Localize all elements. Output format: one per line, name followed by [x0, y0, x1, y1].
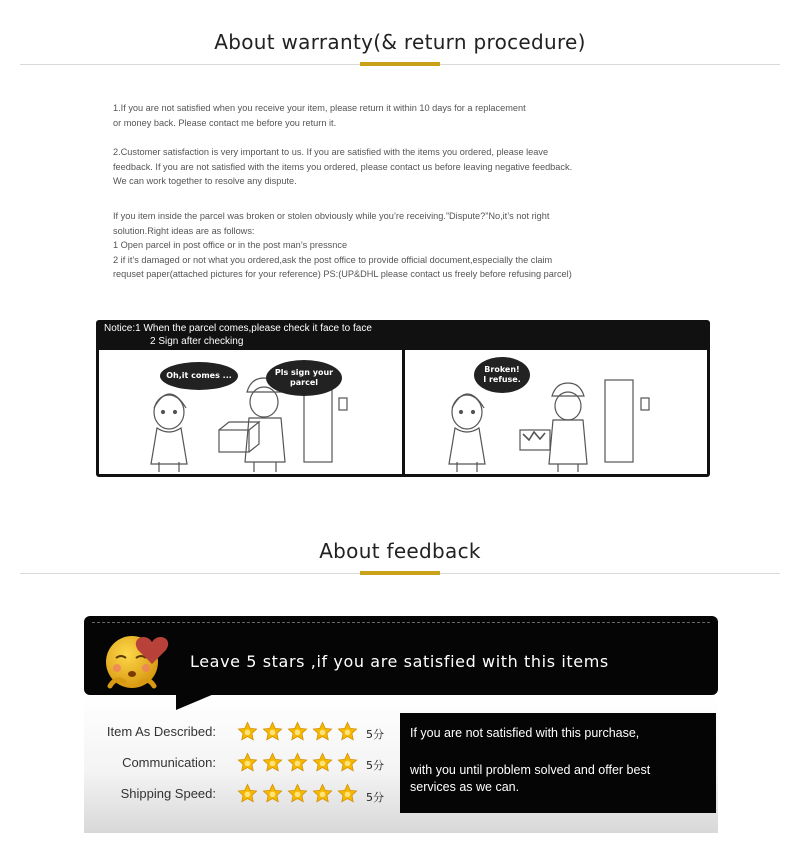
warranty-paragraph-2: 2.Customer satisfaction is very important to us. If you are satisfied with the items you ordered, please leave feedback. If you are not satisfied with the items you ordered, please contact us before leaving negative feedback. We can work together to resolve any dispute.	[113, 147, 573, 187]
girl-and-postman-illustration	[99, 350, 402, 474]
feedback-banner-text: Leave 5 stars ,if you are satisfied with this items	[190, 652, 609, 671]
star-icon	[312, 752, 333, 773]
star-icon	[287, 721, 308, 742]
warranty-paragraph-1: 1.If you are not satisfied when you receive your item, please return it within 10 days for a replacement or money back. Please contact me before you return it.	[113, 103, 526, 128]
stars-communication	[237, 752, 358, 774]
stars-shipping-speed	[237, 783, 358, 805]
comic-notice: Notice:1 When the parcel comes,please check it face to face 2 Sign after checking	[104, 323, 372, 347]
star-icon	[262, 721, 283, 742]
stars-item-described	[237, 721, 358, 743]
warranty-title: About warranty(& return procedure)	[214, 30, 586, 54]
star-icon	[337, 752, 358, 773]
star-icon	[287, 752, 308, 773]
satisfaction-note-box: If you are not satisfied with this purchase, with you until problem solved and offer best services as we can.	[400, 713, 716, 813]
feedback-accent-bar	[360, 571, 440, 575]
emoji-kiss-heart-icon	[100, 622, 186, 694]
star-icon	[262, 752, 283, 773]
score-communication: 5分	[366, 759, 384, 772]
star-icon	[237, 752, 258, 773]
broken-speech-bubble: Broken! I refuse.	[474, 357, 530, 393]
star-icon	[287, 783, 308, 804]
feedback-title: About feedback	[319, 539, 481, 563]
refuse-broken-parcel-illustration	[405, 350, 707, 474]
warranty-accent-bar	[360, 62, 440, 66]
warranty-paragraph-3: If you item inside the parcel was broken or stolen obviously while you’re receiving.”Dispute?”No,it’s not right solution.Right ideas are as follows: 1 Open parcel in post office or in the post man’s pressnce 2 if it’s damaged or not what you ordered,ask the post office to provide official document,especially the claim requset paper(attached pictures for your reference) PS:(UP&DHL please contact us freely before refusing parcel)	[113, 211, 572, 280]
star-icon	[337, 783, 358, 804]
rating-label-communication: Communication:	[122, 755, 216, 770]
girl-speech-bubble: Oh,it comes ...	[160, 362, 238, 390]
score-item-described: 5分	[366, 728, 384, 741]
star-icon	[262, 783, 283, 804]
star-icon	[237, 721, 258, 742]
comic-panel-2	[405, 350, 707, 474]
score-shipping-speed: 5分	[366, 791, 384, 804]
star-icon	[337, 721, 358, 742]
star-icon	[237, 783, 258, 804]
star-icon	[312, 721, 333, 742]
star-icon	[312, 783, 333, 804]
rating-label-shipping-speed: Shipping Speed:	[120, 786, 216, 801]
postman-speech-bubble: Pls sign your parcel	[266, 360, 342, 396]
banner-speech-tail	[176, 694, 214, 710]
comic-panel-1	[99, 350, 402, 474]
rating-label-item-described: Item As Described:	[106, 724, 216, 739]
